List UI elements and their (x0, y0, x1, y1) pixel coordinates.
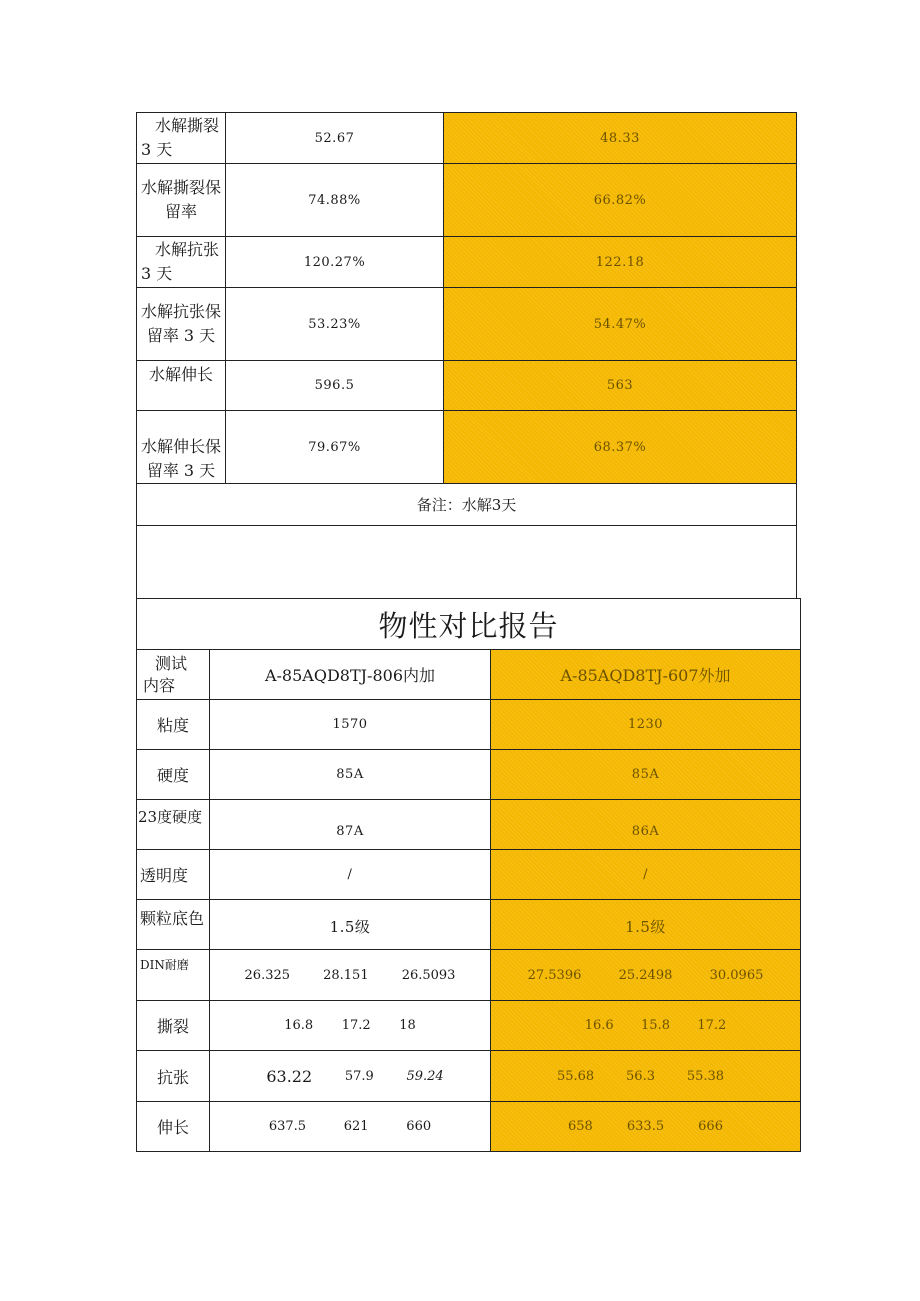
value: 16.8 (284, 1018, 314, 1033)
value-cell-b: 122.18 (444, 237, 797, 288)
table-row (137, 850, 801, 900)
header-col-b: A-85AQD8TJ-607外加 (491, 650, 801, 700)
value-cell-a: 1570 (210, 700, 491, 750)
row-label: 水解伸长保 留率 3 天 (137, 411, 226, 484)
value: 28.151 (323, 967, 369, 983)
row-label: 水解伸长 (137, 361, 226, 411)
table-row (137, 164, 797, 237)
table-row (137, 800, 801, 850)
value: 56.3 (626, 1068, 655, 1084)
table-row (137, 950, 801, 1001)
hydrolysis-table (136, 112, 797, 599)
row-label: 水解抗张保 留率 3 天 (137, 288, 226, 361)
report-table (136, 598, 801, 1152)
table-row (137, 1051, 801, 1102)
value: 63.22 (266, 1066, 313, 1086)
value-cell-a (210, 1051, 491, 1102)
value: 57.9 (344, 1068, 374, 1084)
value-cell-b: 54.47% (444, 288, 797, 361)
value-cell-b: 1230 (491, 700, 801, 750)
value-cell-a: 120.27% (226, 237, 444, 288)
value: 26.5093 (401, 967, 456, 983)
value-cell-b: 68.37% (444, 411, 797, 484)
row-label: 颗粒底色 (137, 900, 210, 950)
value-cell-a: 52.67 (226, 113, 444, 164)
table-row (137, 700, 801, 750)
value: 16.6 (584, 1018, 614, 1033)
report-title: 物性对比报告 (137, 599, 801, 650)
row-label: 抗张 (137, 1051, 210, 1102)
value: 27.5396 (527, 967, 582, 983)
value-cell-b: 1.5级 (491, 900, 801, 950)
value: 17.2 (697, 1018, 727, 1033)
value-cell-a (210, 1102, 491, 1152)
value: 660 (406, 1119, 432, 1134)
table-row (137, 237, 797, 288)
value: 17.2 (341, 1018, 371, 1033)
value: 30.0965 (709, 967, 764, 983)
table-row (137, 1102, 801, 1152)
value-cell-a (210, 1001, 491, 1051)
row-label: 粘度 (137, 700, 210, 750)
header-row (137, 650, 801, 700)
value-cell-a: 74.88% (226, 164, 444, 237)
value-cell-a: 53.23% (226, 288, 444, 361)
value: 59.24 (406, 1068, 444, 1084)
value-cell-b: 86A (491, 800, 801, 850)
row-label: DIN耐磨 (137, 950, 210, 1001)
value-cell-b: 66.82% (444, 164, 797, 237)
row-label: 23度硬度 (137, 800, 210, 850)
header-col-a: A-85AQD8TJ-806内加 (210, 650, 491, 700)
value-cell-a: / (210, 850, 491, 900)
value: 15.8 (641, 1018, 670, 1033)
value-cell-b: 563 (444, 361, 797, 411)
table-row (137, 1001, 801, 1051)
blank-cell (137, 526, 797, 599)
note-cell: 备注：水解3天 (137, 484, 797, 526)
note-row (137, 484, 797, 526)
value: 55.38 (686, 1068, 725, 1084)
value-cell-b (491, 1001, 801, 1051)
value-cell-a: 79.67% (226, 411, 444, 484)
value-cell-a: 87A (210, 800, 491, 850)
value-cell-b (491, 1051, 801, 1102)
value: 25.2498 (618, 967, 673, 983)
row-label: 透明度 (137, 850, 210, 900)
value-cell-b: / (491, 850, 801, 900)
value-cell-b (491, 950, 801, 1001)
table-row (137, 411, 797, 484)
row-label: 水解撕裂 3 天 (137, 113, 226, 164)
value: 18 (399, 1018, 416, 1033)
value-cell-b (491, 1102, 801, 1152)
value: 658 (568, 1119, 593, 1134)
row-label: 水解抗张 3 天 (137, 237, 226, 288)
value: 55.68 (556, 1068, 595, 1084)
value-cell-b: 48.33 (444, 113, 797, 164)
title-row (137, 599, 801, 650)
row-label: 硬度 (137, 750, 210, 800)
value: 621 (343, 1119, 369, 1134)
table-row (137, 288, 797, 361)
value-cell-a (210, 950, 491, 1001)
header-label: 测试 内容 (137, 650, 210, 700)
row-label: 伸长 (137, 1102, 210, 1152)
table-row (137, 113, 797, 164)
value: 26.325 (244, 967, 291, 983)
table-row (137, 750, 801, 800)
value-cell-b: 85A (491, 750, 801, 800)
blank-row (137, 526, 797, 599)
value-cell-a: 596.5 (226, 361, 444, 411)
value: 666 (698, 1119, 723, 1134)
row-label: 水解撕裂保 留率 (137, 164, 226, 237)
row-label: 撕裂 (137, 1001, 210, 1051)
value: 633.5 (626, 1119, 665, 1134)
table-row (137, 361, 797, 411)
value-cell-a: 1.5级 (210, 900, 491, 950)
table-row (137, 900, 801, 950)
value: 637.5 (268, 1119, 307, 1134)
value-cell-a: 85A (210, 750, 491, 800)
